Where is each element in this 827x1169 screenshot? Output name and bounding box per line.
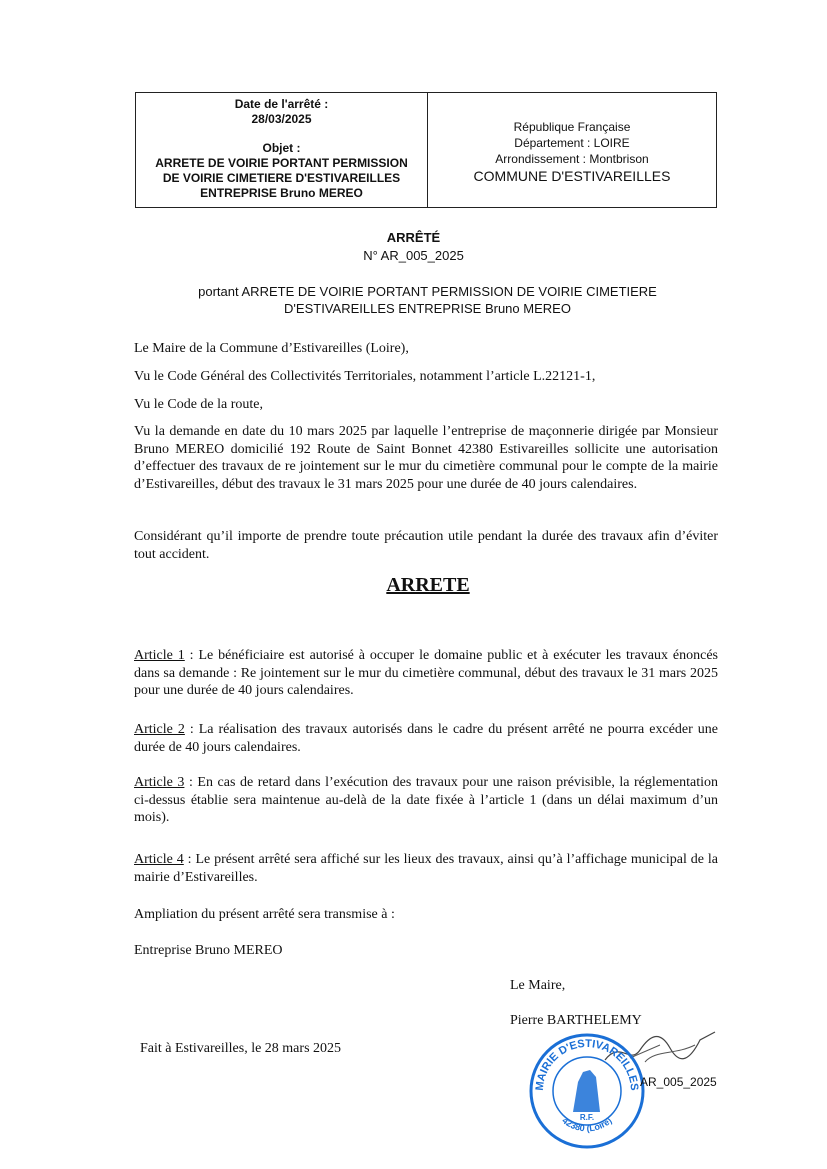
stamp-text-bottom: 42380 (Loire)	[560, 1115, 614, 1134]
date-value: 28/03/2025	[251, 112, 312, 126]
article-2	[134, 721, 718, 756]
header-right-cell	[428, 93, 716, 207]
stamp-text-top: MAIRIE D'ESTIVAREILLES	[533, 1037, 641, 1092]
date-label: Date de l'arrêté :	[234, 97, 329, 111]
objet-line-2: DE VOIRIE CIMETIERE D'ESTIVAREILLES	[162, 171, 401, 185]
departement-label: Département : LOIRE	[514, 136, 630, 150]
maire-name: Pierre BARTHELEMY	[510, 1013, 642, 1028]
header-box	[135, 92, 717, 208]
recipient-text: Entreprise Bruno MEREO	[134, 943, 283, 958]
objet-label: Objet :	[262, 141, 301, 155]
objet-line-3: ENTREPRISE Bruno MEREO	[200, 186, 363, 200]
stamp-figure-icon	[573, 1070, 600, 1112]
arrondissement-label: Arrondissement : Montbrison	[495, 152, 649, 166]
article-1-label: Article 1	[134, 648, 185, 663]
preamble-code-route: Vu le Code de la route,	[134, 397, 264, 412]
header-left-cell	[136, 93, 428, 207]
article-4-text: : Le présent arrêté sera affiché sur les lieux des travaux, ainsi qu’à l’affichage municipal de la mairie d’Estivareilles.	[134, 852, 718, 885]
ampliation-text: Ampliation du présent arrêté sera transmise à :	[134, 907, 395, 922]
republic-label: République Française	[513, 120, 631, 134]
commune-label: COMMUNE D'ESTIVAREILLES	[473, 168, 671, 184]
fait-a: Fait à Estivareilles, le 28 mars 2025	[140, 1041, 342, 1056]
reference-number: AR_005_2025	[640, 1075, 717, 1089]
arrete-number: N° AR_005_2025	[363, 248, 464, 263]
stamp-rf: R.F.	[579, 1113, 595, 1122]
preamble-demande: Vu la demande en date du 10 mars 2025 par laquelle l’entreprise de maçonnerie dirigée par Monsieur Bruno MEREO domicilié 192 Route de Saint Bonnet 42380 Estivareilles sollicite une autorisation d’effectuer des travaux de re jointement sur le mur du cimetière communal pour le compte de la mairie d’Estivareilles, début des travaux le 31 mars 2025 pour une durée de 40 jours calendaires.	[134, 424, 718, 492]
article-4-label: Article 4	[134, 852, 184, 867]
article-3	[134, 774, 718, 827]
article-1-text: : Le bénéficiaire est autorisé à occuper le domaine public et à exécuter les travaux énoncés dans sa demande : Re jointement sur le mur du cimetière communal, début des travaux le 31 mars 2025 pour une durée de 40 jours calendaires.	[134, 648, 718, 698]
preamble-considerant: Considérant qu’il importe de prendre toute précaution utile pendant la durée des travaux afin d’éviter tout accident.	[134, 529, 718, 562]
portant-line-1: portant ARRETE DE VOIRIE PORTANT PERMISSION DE VOIRIE CIMETIERE	[198, 284, 657, 299]
arrete-heading: ARRÊTÉ	[386, 230, 441, 245]
article-4	[134, 851, 718, 886]
preamble-cgct: Vu le Code Général des Collectivités Territoriales, notamment l’article L.22121-1,	[134, 369, 596, 384]
article-2-text: : La réalisation des travaux autorisés dans le cadre du présent arrêté ne pourra excéder une durée de 40 jours calendaires.	[134, 722, 718, 755]
decision-title: ARRETE	[386, 574, 470, 596]
article-3-label: Article 3	[134, 775, 185, 790]
preamble-maire: Le Maire de la Commune d’Estivareilles (Loire),	[134, 341, 409, 356]
article-1	[134, 647, 718, 700]
portant-line-2: D'ESTIVAREILLES ENTREPRISE Bruno MEREO	[284, 301, 571, 316]
article-3-text: : En cas de retard dans l’exécution des travaux pour une raison prévisible, la réglementation ci-dessus établie sera maintenue au-delà de la date fixée à l’article 1 (dans un délai maximum d’un mois).	[134, 775, 718, 825]
portant-text	[150, 283, 705, 317]
article-2-label: Article 2	[134, 722, 185, 737]
objet-line-1: ARRETE DE VOIRIE PORTANT PERMISSION	[155, 156, 408, 170]
maire-title: Le Maire,	[510, 978, 566, 993]
mairie-stamp	[528, 1032, 646, 1150]
